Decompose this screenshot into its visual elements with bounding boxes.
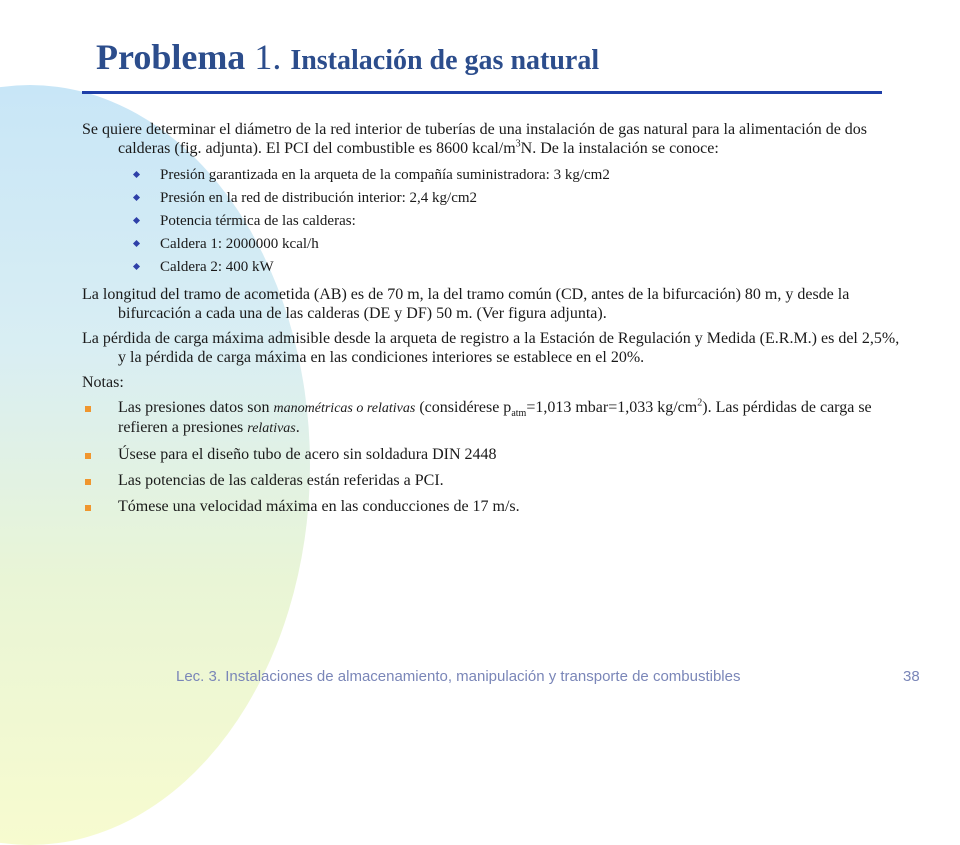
intro-sup: 3 — [515, 138, 521, 150]
length-paragraph: La longitud del tramo de acometida (AB) es de 70 m, la del tramo común (CD, antes de la bifurcación) 80 m, y desde la bifurcación a cada una de las calderas (DE y DF) 50 m. (Ver figura adjunta). — [82, 286, 850, 322]
square-bullet-icon — [85, 406, 91, 412]
note-text: Tómese una velocidad máxima en las conducciones de 17 m/s. — [118, 498, 520, 515]
diamond-bullet-icon — [133, 240, 140, 247]
bullet-text: Caldera 1: 2000000 kcal/h — [160, 236, 319, 252]
intro-text-1: Se quiere determinar el diámetro de la red interior de tuberías de una instalación de gas natural para la alimentación de dos calderas (fig. adjunta). El PCI del combustible es 8600 kcal/m — [82, 121, 868, 157]
note-text: Las potencias de las calderas están referidas a PCI. — [118, 472, 444, 489]
intro-text-2: N. De la instalación se conoce: — [520, 140, 719, 157]
list-item — [82, 398, 902, 438]
diamond-bullet-icon — [133, 171, 140, 178]
note-sub: atm — [511, 408, 527, 420]
diamond-bullet-icon — [133, 217, 140, 224]
note-text: Las presiones datos son — [118, 399, 274, 416]
note-text: . — [295, 419, 300, 436]
square-bullet-icon — [85, 505, 91, 511]
note-text: ). Las pérdidas de carga se refieren a presiones — [118, 399, 872, 436]
square-bullet-icon — [85, 453, 91, 459]
loss-paragraph: La pérdida de carga máxima admisible desde la arqueta de registro a la Estación de Regulación y Medida (E.R.M.) es del 2,5%, y la pérdida de carga máxima en las condiciones interiores se establece en el 20%. — [82, 330, 900, 366]
notes-list — [82, 398, 902, 516]
title-number: 1. — [254, 37, 282, 77]
title-word: Problema — [96, 37, 246, 77]
list-item — [82, 164, 902, 187]
square-bullet-icon — [85, 479, 91, 485]
slide-footer — [176, 668, 926, 685]
page-number: 38 — [903, 668, 920, 685]
list-item — [82, 210, 902, 233]
list-item — [82, 233, 902, 256]
diamond-bullet-icon — [133, 194, 140, 201]
bullet-text: Presión en la red de distribución interior: 2,4 kg/cm2 — [160, 190, 478, 206]
title-underline — [82, 91, 882, 94]
note-italic: relativas — [247, 421, 296, 436]
data-bullet-list — [82, 164, 902, 279]
note-sup: 2 — [697, 397, 703, 409]
bullet-text: Presión garantizada en la arqueta de la compañía suministradora: 3 kg/cm2 — [160, 167, 610, 183]
note-text: (considérese p — [415, 399, 512, 416]
bullet-text: Caldera 2: 400 kW — [160, 259, 274, 275]
note-italic: manométricas o relativas — [273, 401, 416, 416]
list-item — [82, 471, 902, 490]
list-item — [82, 256, 902, 279]
slide-title — [96, 36, 599, 78]
note-text: Úsese para el diseño tubo de acero sin soldadura DIN 2448 — [118, 446, 497, 463]
diamond-bullet-icon — [133, 263, 140, 270]
list-item — [82, 445, 902, 464]
footer-text: Lec. 3. Instalaciones de almacenamiento, manipulación y transporte de combustibles — [176, 668, 741, 685]
note-text: =1,013 mbar=1,033 kg/cm — [526, 399, 698, 416]
title-subtitle: Instalación de gas natural — [290, 45, 600, 76]
intro-paragraph — [82, 120, 902, 158]
slide-content — [82, 120, 902, 523]
notes-label: Notas: — [82, 374, 124, 391]
list-item — [82, 497, 902, 516]
list-item — [82, 187, 902, 210]
bullet-text: Potencia térmica de las calderas: — [160, 213, 356, 229]
